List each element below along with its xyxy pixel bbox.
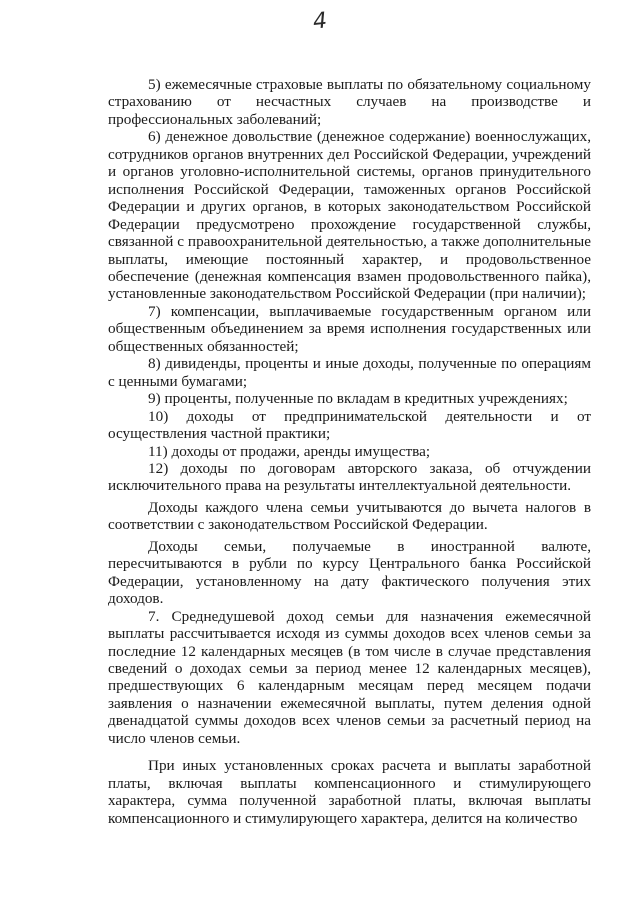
paragraph-item-10: 10) доходы от предпринимательской деятельности и от осуществления частной практики; <box>108 407 591 443</box>
paragraph-item-11: 11) доходы от продажи, аренды имущества; <box>148 442 431 460</box>
page-number: 4 <box>311 8 329 35</box>
paragraph-item-7: 7) компенсации, выплачиваемые государственным органом или общественным объединением за время исполнения государственных или общественных обязанностей; <box>108 302 591 355</box>
paragraph-section-7: 7. Среднедушевой доход семьи для назначения ежемесячной выплаты рассчитывается исходя из суммы доходов всех членов семьи за последние 12 календарных месяцев (в том числе в случае представления сведений о доходах семьи за период менее 12 календарных месяцев), предшествующих 6 календарным месяцам перед месяцем подачи заявления о назначении ежемесячной выплаты, путем деления одной двенадцатой суммы доходов всех членов семьи за расчетный период на число членов семьи. <box>108 607 591 747</box>
paragraph-other-terms: При иных установленных сроках расчета и выплаты заработной платы, включая выплаты компенсационного и стимулирующего характера, сумма полученной заработной платы, включая выплаты компенсационного и стимулирующего характера, делится на количество <box>108 757 591 827</box>
paragraph-item-9: 9) проценты, полученные по вкладам в кредитных учреждениях; <box>148 390 568 408</box>
paragraph-item-8: 8) дивиденды, проценты и иные доходы, полученные по операциям с ценными бумагами; <box>108 355 591 390</box>
document-body <box>108 76 591 827</box>
paragraph-foreign-currency: Доходы семьи, получаемые в иностранной валюте, пересчитываются в рубли по курсу Центрального банка Российской Федерации, установленному на дату фактического получения этих доходов. <box>108 537 591 608</box>
paragraph-income-before-taxes: Доходы каждого члена семьи учитываются до вычета налогов в соответствии с законодательством Российской Федерации. <box>108 498 591 534</box>
paragraph-item-12: 12) доходы по договорам авторского заказа, об отчуждении исключительного права на результаты интеллектуальной деятельности. <box>108 459 591 495</box>
paragraph-item-5: 5) ежемесячные страховые выплаты по обязательному социальному страхованию от несчастных случаев на производстве и профессиональных заболеваний; <box>108 76 591 128</box>
paragraph-item-6: 6) денежное довольствие (денежное содержание) военнослужащих, сотрудников органов внутренних дел Российской Федерации, учреждений и органов уголовно-исполнительной системы, органов принудительного исполнения Российской Федерации, таможенных органов Российской Федерации и других органов, в которых законодательством Российской Федерации предусмотрено прохождение государственной службы, связанной с правоохранительной деятельностью, а также дополнительные выплаты, имеющие постоянный характер, и продовольственное обеспечение (денежная компенсация взамен продовольственного пайка), установленные законодательством Российской Федерации (при наличии); <box>108 128 591 303</box>
